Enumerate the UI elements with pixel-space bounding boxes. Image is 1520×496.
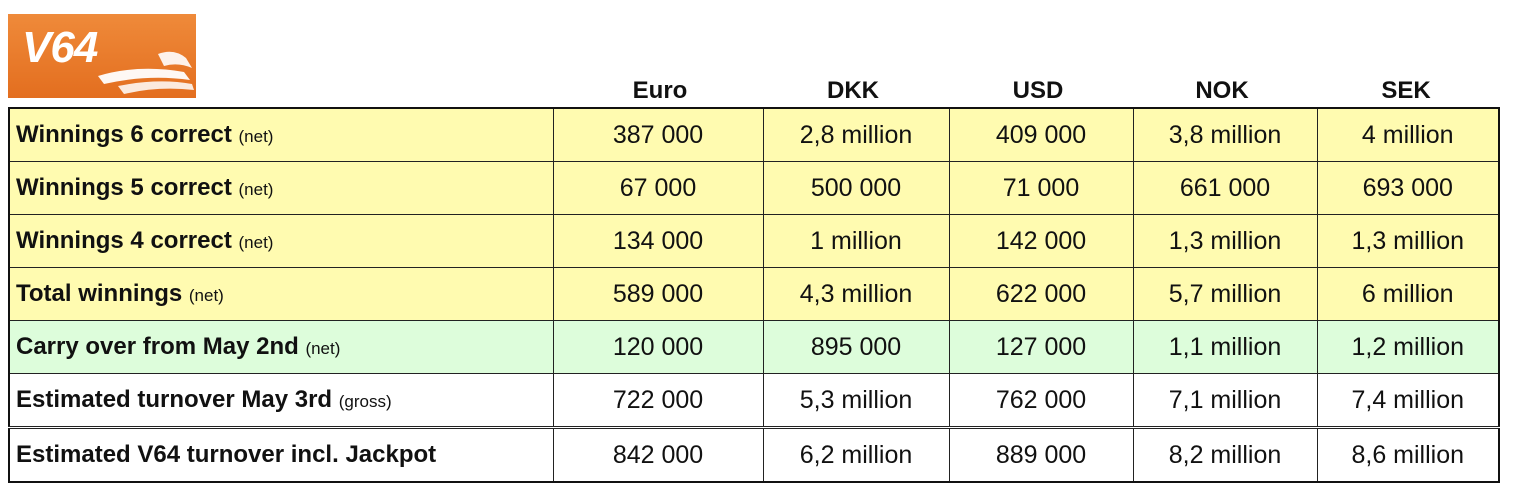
row-label: Winnings 6 correct (net) bbox=[9, 108, 553, 162]
cell-sek: 4 million bbox=[1317, 108, 1499, 162]
cell-nok: 7,1 million bbox=[1133, 374, 1317, 428]
column-header-usd: USD bbox=[1012, 77, 1064, 104]
cell-nok: 8,2 million bbox=[1133, 428, 1317, 483]
cell-sek: 8,6 million bbox=[1317, 428, 1499, 483]
table-row bbox=[9, 268, 1499, 321]
row-label: Estimated turnover May 3rd (gross) bbox=[9, 374, 553, 428]
table-row bbox=[9, 215, 1499, 268]
cell-euro: 589 000 bbox=[553, 268, 763, 321]
cell-sek: 693 000 bbox=[1317, 162, 1499, 215]
cell-euro: 134 000 bbox=[553, 215, 763, 268]
cell-euro: 387 000 bbox=[553, 108, 763, 162]
cell-nok: 1,3 million bbox=[1133, 215, 1317, 268]
table-row bbox=[9, 428, 1499, 483]
cell-sek: 7,4 million bbox=[1317, 374, 1499, 428]
cell-usd: 409 000 bbox=[949, 108, 1133, 162]
table-row bbox=[9, 108, 1499, 162]
table-row bbox=[9, 321, 1499, 374]
cell-dkk: 500 000 bbox=[763, 162, 949, 215]
cell-sek: 1,3 million bbox=[1317, 215, 1499, 268]
cell-usd: 622 000 bbox=[949, 268, 1133, 321]
row-label: Carry over from May 2nd (net) bbox=[9, 321, 553, 374]
column-header-sek: SEK bbox=[1381, 77, 1431, 104]
cell-euro: 67 000 bbox=[553, 162, 763, 215]
row-label: Winnings 4 correct (net) bbox=[9, 215, 553, 268]
cell-euro: 120 000 bbox=[553, 321, 763, 374]
cell-euro: 722 000 bbox=[553, 374, 763, 428]
row-label: Total winnings (net) bbox=[9, 268, 553, 321]
cell-usd: 71 000 bbox=[949, 162, 1133, 215]
column-header-euro: Euro bbox=[632, 77, 688, 104]
cell-usd: 142 000 bbox=[949, 215, 1133, 268]
cell-dkk: 1 million bbox=[763, 215, 949, 268]
cell-euro: 842 000 bbox=[553, 428, 763, 483]
cell-dkk: 2,8 million bbox=[763, 108, 949, 162]
v64-logo bbox=[8, 14, 196, 98]
cell-nok: 661 000 bbox=[1133, 162, 1317, 215]
cell-usd: 762 000 bbox=[949, 374, 1133, 428]
table-row bbox=[9, 162, 1499, 215]
winnings-table bbox=[8, 107, 1500, 483]
cell-sek: 6 million bbox=[1317, 268, 1499, 321]
cell-usd: 889 000 bbox=[949, 428, 1133, 483]
cell-dkk: 6,2 million bbox=[763, 428, 949, 483]
cell-nok: 1,1 million bbox=[1133, 321, 1317, 374]
logo-text: V64 bbox=[22, 23, 98, 72]
column-header-dkk: DKK bbox=[827, 77, 879, 104]
column-header-nok: NOK bbox=[1195, 77, 1249, 104]
row-label: Winnings 5 correct (net) bbox=[9, 162, 553, 215]
cell-dkk: 5,3 million bbox=[763, 374, 949, 428]
cell-dkk: 4,3 million bbox=[763, 268, 949, 321]
cell-nok: 3,8 million bbox=[1133, 108, 1317, 162]
cell-nok: 5,7 million bbox=[1133, 268, 1317, 321]
cell-dkk: 895 000 bbox=[763, 321, 949, 374]
cell-usd: 127 000 bbox=[949, 321, 1133, 374]
cell-sek: 1,2 million bbox=[1317, 321, 1499, 374]
table-row bbox=[9, 374, 1499, 428]
row-label: Estimated V64 turnover incl. Jackpot bbox=[9, 428, 553, 483]
